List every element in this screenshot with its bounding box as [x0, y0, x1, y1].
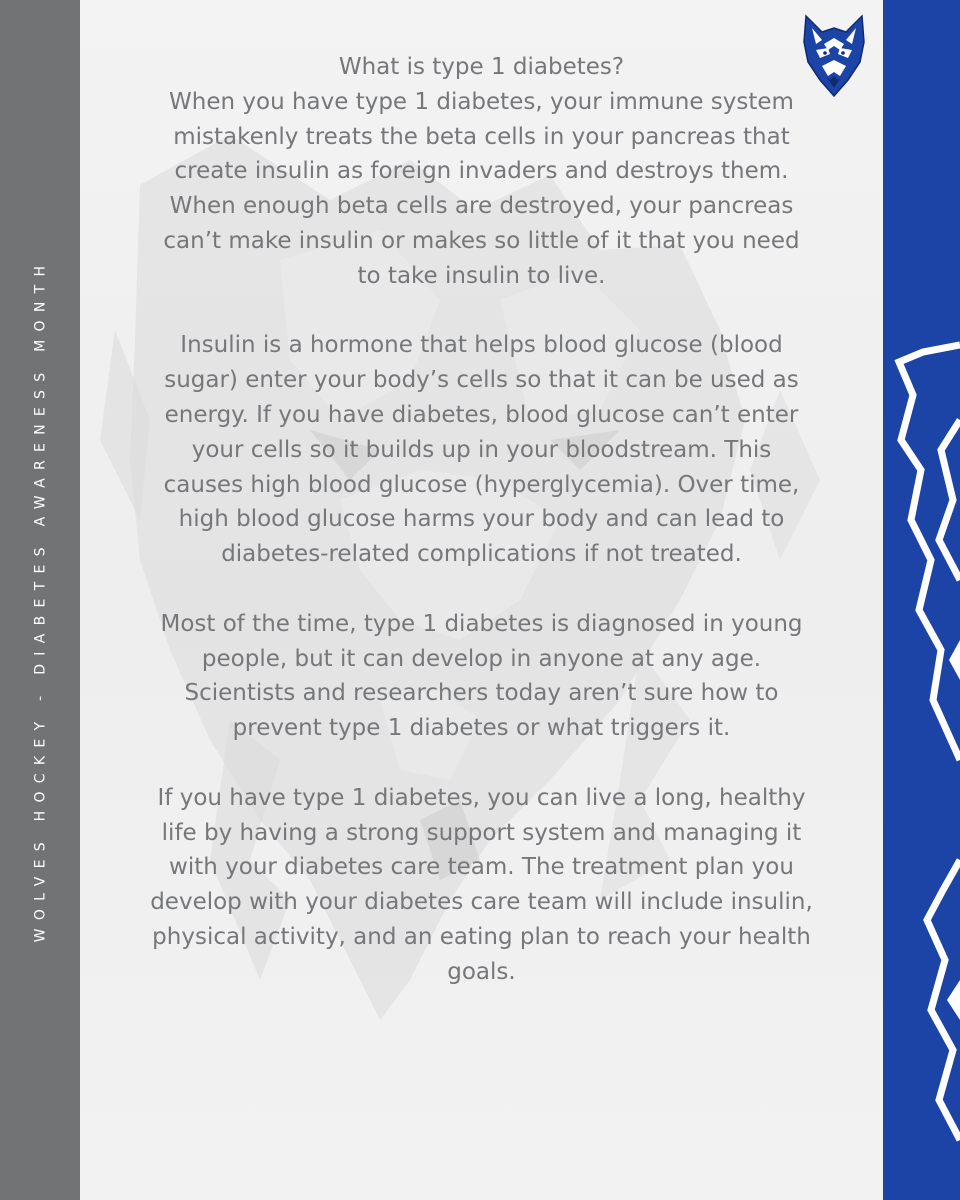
vertical-caption: WOLVES HOCKEY - DIABETES AWARENESS MONTH [32, 257, 49, 943]
wolf-silhouette-icon [883, 0, 960, 1200]
article-text [150, 50, 813, 990]
paragraph-4: If you have type 1 diabetes, you can live a long, healthy life by having a strong support system and managing it with your diabetes care team. The treatment plan you develop with your diabetes care team will include insulin, physical activity, and an eating plan to reach your health goals. [150, 784, 813, 985]
paragraph-2: Insulin is a hormone that helps blood glucose (blood sugar) enter your body’s cells so that it can be used as energy. If you have diabetes, blood glucose can’t enter your cells so it builds up in your bloodstream. This causes high blood glucose (hyperglycemia). Over time, high blood glucose harms your body and can lead to diabetes-related complications if not treated. [163, 332, 800, 568]
article-heading: What is type 1 diabetes? [338, 54, 625, 80]
vertical-caption-wrapper [0, 0, 80, 1200]
wolf-head-icon [800, 14, 868, 98]
paragraph-3: Most of the time, type 1 diabetes is diagnosed in young people, but it can develop in anyone at any age. Scientists and researchers today aren’t sure how to prevent type 1 diabetes or what triggers it. [160, 610, 803, 742]
paragraph-1: When you have type 1 diabetes, your immune system mistakenly treats the beta cells in your pancreas that create insulin as foreign invaders and destroys them. When enough beta cells are destroyed, your pancreas can’t make insulin or makes so little of it that you need to take insulin to live. [163, 88, 800, 289]
right-sidebar-band [883, 0, 960, 1200]
content-panel [80, 0, 883, 1200]
